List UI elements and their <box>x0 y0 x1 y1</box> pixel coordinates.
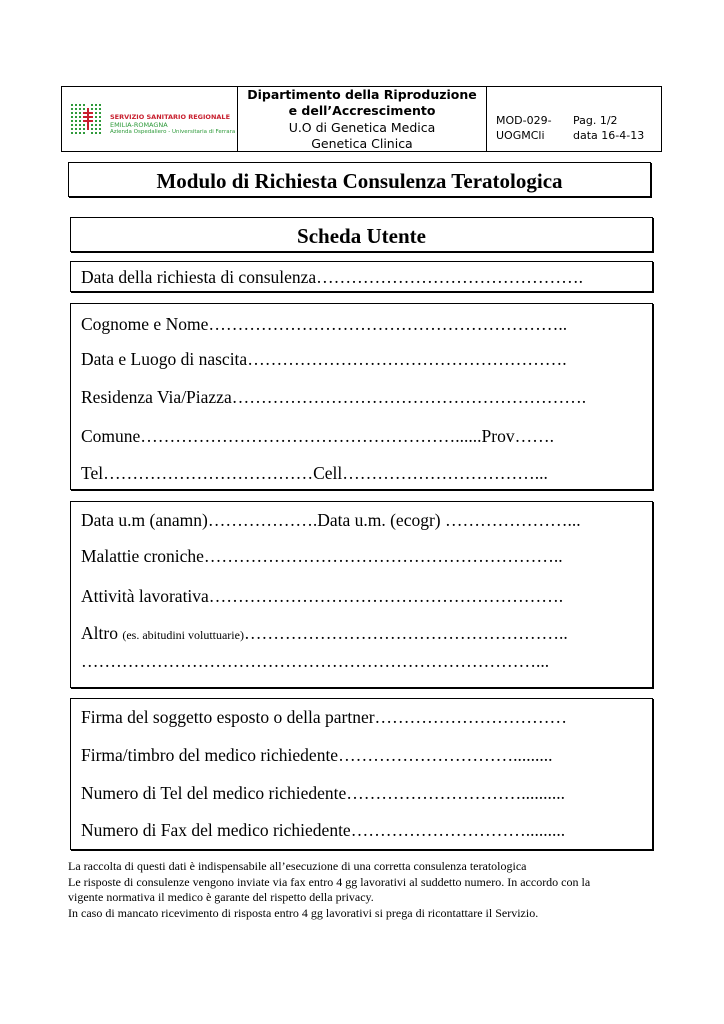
department-line-1: Dipartimento della Riproduzione <box>247 87 477 102</box>
logo-line-2: EMILIA-ROMAGNA <box>110 121 168 129</box>
other-dots: ……………………………………………….. <box>243 623 568 643</box>
other-note: (es. abitudini voluttuarie) <box>122 628 244 642</box>
tel-cell-field[interactable]: Tel………………………………Cell……………………………... <box>81 463 548 483</box>
logo-mark-icon <box>70 103 106 139</box>
clinical-data-box <box>70 501 653 688</box>
title-box <box>68 162 651 197</box>
birth-date-place-field[interactable]: Data e Luogo di nascita………………………………………………. <box>81 349 567 369</box>
footer-notes <box>68 859 668 921</box>
footer-line-1: La raccolta di questi dati è indispensabile all’esecuzione di una corretta consulenza teratologica <box>68 859 527 873</box>
page-number: Pag. 1/2 <box>573 114 618 127</box>
footer-line-2: Le risposte di consulenze vengono inviate via fax entro 4 gg lavorativi al suddetto numero. In accordo con la <box>68 874 591 889</box>
doctor-tel-field[interactable]: Numero di Tel del medico richiedente………………………….......... <box>81 783 565 803</box>
page-info <box>573 113 644 143</box>
unit-line-2: Genetica Clinica <box>311 136 413 151</box>
other-field[interactable] <box>81 623 644 645</box>
signatures-box <box>70 698 653 850</box>
footer-line-4: In caso di mancato ricevimento di risposta entro 4 gg lavorativi si prega di ricontattare il Servizio. <box>68 905 539 920</box>
chronic-diseases-field[interactable]: Malattie croniche…………………………………………………….. <box>81 546 563 566</box>
surname-name-field[interactable]: Cognome e Nome…………………………………………………….. <box>81 314 568 334</box>
unit-line-1: U.O di Genetica Medica <box>288 120 436 135</box>
document-code <box>496 113 552 143</box>
document-date: data 16-4-13 <box>573 129 645 142</box>
work-activity-field[interactable]: Attività lavorativa……………………………………………………. <box>81 586 564 606</box>
logo-line-3: Azienda Ospedaliero - Universitaria di Ferrara <box>110 129 236 135</box>
residence-field[interactable]: Residenza Via/Piazza……………………………………………………. <box>81 387 587 407</box>
logo <box>70 101 236 141</box>
subtitle-box <box>70 217 653 252</box>
other-label: Altro <box>81 623 118 643</box>
last-menstrual-date-field[interactable]: Data u.m (anamn)……………….Data u.m. (ecogr) …………………... <box>81 510 581 530</box>
page-title: Modulo di Richiesta Consulenza Teratologica <box>156 169 563 193</box>
unit-name <box>236 120 488 152</box>
personal-data-box <box>70 303 653 490</box>
request-date-field[interactable]: Data della richiesta di consulenza………………………………………. <box>81 267 584 287</box>
department-name <box>236 87 488 119</box>
code-line-1: MOD-029- <box>496 114 552 127</box>
code-line-2: UOGMCli <box>496 129 545 142</box>
logo-line-1: SERVIZIO SANITARIO REGIONALE <box>110 113 231 121</box>
other-continuation-field[interactable]: ……………………………………………………………………... <box>81 651 550 671</box>
doctor-signature-field[interactable]: Firma/timbro del medico richiedente…………………………......... <box>81 745 553 765</box>
request-date-box <box>70 261 653 292</box>
subject-signature-field[interactable]: Firma del soggetto esposto o della partner…………………………… <box>81 707 568 727</box>
section-title: Scheda Utente <box>297 224 426 248</box>
comune-prov-field[interactable]: Comune………………………………………………......Prov……. <box>81 426 554 446</box>
footer-line-3: vigente normativa il medico è garante del rispetto della privacy. <box>68 890 374 904</box>
doctor-fax-field[interactable]: Numero di Fax del medico richiedente…………………………......... <box>81 820 566 840</box>
department-line-2: e dell’Accrescimento <box>288 103 436 118</box>
